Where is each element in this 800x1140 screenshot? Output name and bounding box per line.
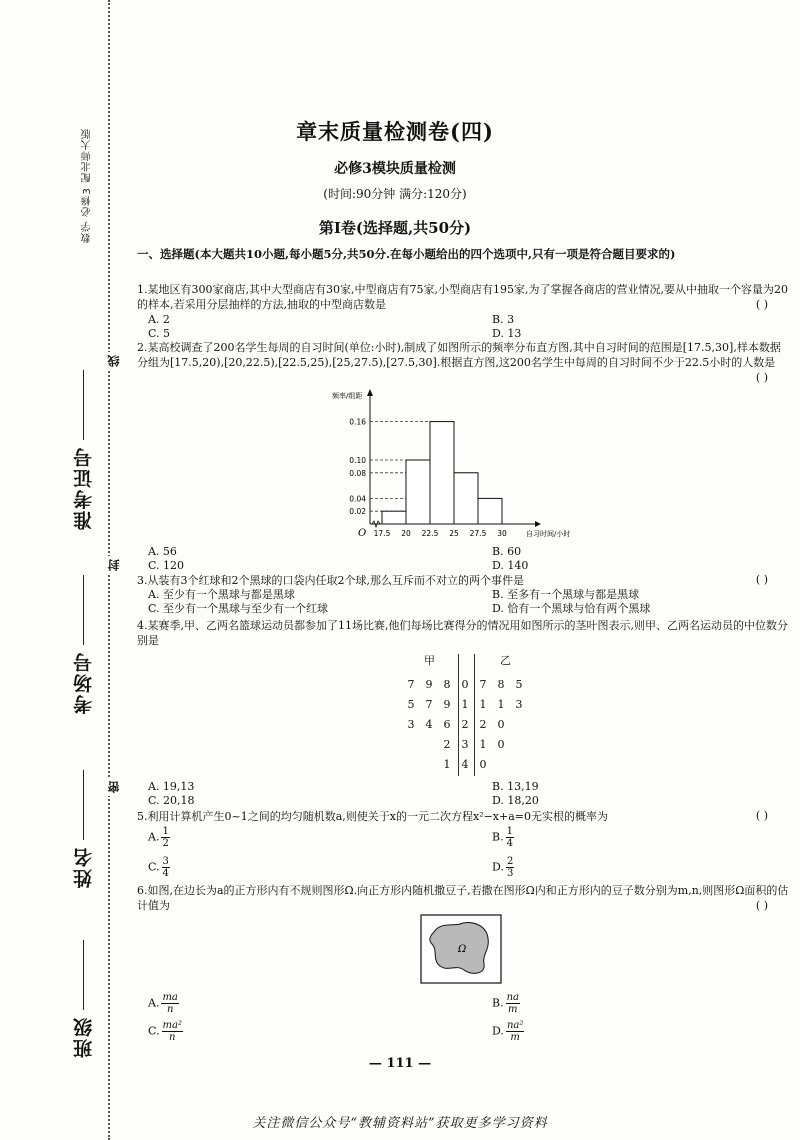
question-1-text: 1.某地区有300家商店,其中大型商店有30家,中型商店有75家,小型商店有195家,为了掌握各商店的营业情况,要从中抽取一个容量为20的样本,若采用分层抽样的方法,抽取的中型商店数是 [137,283,788,311]
question-6-text: 6.如图,在边长为a的正方形内有不规则图形Ω.向正方形内随机撒豆子,若撒在图形Ω内和正方形内的豆子数分别为m,n,则图形Ω面积的估计值为 [137,884,789,912]
stem-digit: 4 [461,757,469,771]
option-4c[interactable]: C. 20,18 [148,794,195,807]
option-6a[interactable]: A. $\frac{ma}{n}$ [148,992,178,1015]
leaf-digit-yi: 0 [479,757,487,771]
option-1b[interactable]: B. 3 [492,313,515,326]
option-5a[interactable]: A. $\frac{1}{2}$ [148,826,169,849]
stem-leaf-row [402,694,528,714]
footer-notice: 关注微信公众号“教辅资料站”获取更多学习资料 [252,1116,548,1131]
leaf-digit-yi [510,754,528,774]
question-4-text: 4.某赛季,甲、乙两名篮球运动员都参加了11场比赛,他们每场比赛得分的情况用如图所示的茎叶图表示,则甲、乙两名运动员的中位数分别是 [137,619,788,647]
leaf-digit-jia: 8 [443,677,451,691]
option-1c[interactable]: C. 5 [148,327,171,340]
answer-paren-6[interactable]: ( ) [755,899,768,912]
leaf-digit-jia: 9 [425,677,433,691]
y-tick-label: 0.08 [349,468,366,478]
option-4a[interactable]: A. 19,13 [148,780,195,793]
option-2b[interactable]: B. 60 [492,545,522,558]
leaf-digit-yi: 8 [497,677,505,691]
answer-paren-1[interactable]: ( ) [755,298,768,311]
leaf-digit-jia [420,734,438,754]
leaf-digit-jia: 2 [443,737,451,751]
answer-paren-2[interactable]: ( ) [755,371,768,384]
stem-leaf-row [402,714,528,734]
histogram-bar [478,498,502,524]
leaf-digit-yi [510,734,528,754]
leaf-digit-yi: 0 [497,717,505,731]
leaf-digit-jia: 6 [443,717,451,731]
leaf-digit-yi: 5 [515,677,523,691]
stem-leaf-table [402,674,528,774]
stem-leaf-left-label: 甲 [424,654,435,667]
y-tick-label: 0.04 [349,494,366,504]
x-tick-label: 30 [497,529,507,538]
x-tick-label: 25 [449,529,459,538]
module-subtitle: 必修3模块质量检测 [334,161,456,177]
section-instruction: 一、选择题(本大题共10小题,每小题5分,共50分.在每小题给出的四个选项中,只有一项是符合题目要求的) [137,247,676,261]
leaf-digit-yi: 2 [479,717,487,731]
stem-leaf-row [402,734,528,754]
x-tick-label: 22.5 [421,529,439,538]
leaf-digit-jia: 4 [425,717,433,731]
leaf-digit-yi [510,714,528,734]
x-axis-label: 自习时间/小时 [526,530,571,538]
option-3b[interactable]: B. 至多有一个黑球与都是黑球 [492,588,640,601]
origin-label: O [358,528,367,539]
question-1 [137,282,789,312]
fraction: $\frac{3}{4}$ [162,856,169,879]
leaf-digit-jia: 3 [407,717,415,731]
answer-paren-3[interactable]: ( ) [755,573,768,586]
leaf-digit-yi: 1 [479,737,487,751]
leaf-digit-yi: 1 [497,697,505,711]
question-6 [137,883,789,913]
subject-label: 数学 必修3 配北师大版 [82,128,93,243]
page-title: 章末质量检测卷(四) [296,119,494,144]
histogram-bar [430,422,454,524]
stem-digit: 1 [461,697,469,711]
leaf-digit-yi [492,754,510,774]
y-tick-label: 0.16 [349,417,366,427]
option-6d[interactable]: D. $\frac{\text{na²}}{m}$ [492,1020,524,1043]
x-axis-arrow [535,521,541,527]
fraction: $\frac{ma}{n}$ [162,992,178,1015]
y-tick-label: 0.10 [349,456,366,465]
name-blank[interactable] [84,770,85,840]
option-2c[interactable]: C. 120 [148,559,185,572]
page-number: — 111 — [368,1056,432,1071]
leaf-digit-yi: 1 [479,697,487,711]
fraction: $\frac{1}{4}$ [506,826,513,849]
option-1a[interactable]: A. 2 [148,313,170,326]
option-5c[interactable]: C. $\frac{3}{4}$ [148,856,169,879]
fraction: $\frac{\text{ma²}}{n}$ [162,1020,182,1043]
frequency-histogram [330,386,630,546]
omega-label: Ω [458,944,467,955]
y-axis-label: 频率/组距 [332,392,363,400]
option-5b[interactable]: B. $\frac{1}{4}$ [492,826,513,849]
leaf-digit-yi: 0 [497,737,505,751]
stem-digit: 3 [461,737,469,751]
option-5d[interactable]: D. $\frac{2}{3}$ [492,856,514,879]
stem-digit: 0 [461,677,469,691]
question-2-text: 2.某高校调查了200名学生每周的自习时间(单位:小时),制成了如图所示的频率分布直方图,其中自习时间的范围是[17.5,30],样本数据分组为[17.5,20),[20,22.5),[22.5,25),[25,27.5),[27.5,30].根据直方图,这200名学生中每周的自习时间不少于22.5小时的人数是 [137,341,781,369]
field-admission-number: 准考证号 [70,370,97,530]
leaf-digit-jia [402,734,420,754]
x-tick-label: 27.5 [469,529,487,538]
fraction: $\frac{na}{m}$ [506,992,519,1015]
exam-room-blank[interactable] [84,575,85,645]
question-4 [137,618,789,648]
leaf-digit-yi: 7 [479,677,487,691]
question-5-text: 5.利用计算机产生0~1之间的均匀随机数a,则使关于x的一元二次方程x²−x+a=0无实根的概率为 [137,810,608,823]
answer-paren-5[interactable]: ( ) [755,809,768,822]
option-2a[interactable]: A. 56 [148,545,177,558]
question-3-text: 3.从装有3个红球和2个黑球的口袋内任取2个球,那么互斥而不对立的两个事件是 [137,574,524,587]
square-omega-figure [420,914,502,984]
field-name: 姓名 [70,770,97,888]
x-tick-label: 20 [401,529,411,538]
leaf-digit-jia [402,754,420,774]
y-axis-arrow [367,389,373,396]
option-6c[interactable]: C. $\frac{\text{ma²}}{n}$ [148,1020,182,1043]
option-3d[interactable]: D. 恰有一个黑球与恰有两个黑球 [492,602,651,615]
leaf-digit-jia: 1 [443,757,451,771]
leaf-digit-jia: 5 [407,697,415,711]
option-6b[interactable]: B. $\frac{na}{m}$ [492,992,519,1015]
cut-mark-line: 线 [105,352,115,370]
field-class: 班级 [70,940,97,1058]
field-exam-room: 考场号 [70,575,97,714]
class-blank[interactable] [84,940,85,1010]
cut-mark-secret: 密 [105,778,115,796]
stem-leaf-row [402,754,528,774]
option-4d[interactable]: D. 18,20 [492,794,539,807]
part-title: 第Ⅰ卷(选择题,共50分) [318,219,472,237]
y-tick-label: 0.02 [349,507,366,517]
option-2d[interactable]: D. 140 [492,559,529,572]
leaf-digit-yi: 3 [515,697,523,711]
binding-margin [0,0,121,1140]
leaf-digit-jia [420,754,438,774]
option-4b[interactable]: B. 13,19 [492,780,539,793]
x-tick-label: 17.5 [373,529,391,538]
stem-leaf-plot [400,652,550,780]
histogram-bar [382,511,406,524]
question-3 [137,573,789,588]
question-5 [137,809,789,824]
option-3c[interactable]: C. 至少有一个黑球与至少有一个红球 [148,602,329,615]
leaf-digit-jia: 7 [407,677,415,691]
time-info: (时间:90分钟 满分:120分) [323,187,467,201]
fraction: $\frac{1}{2}$ [162,826,169,849]
admission-number-blank[interactable] [84,370,85,440]
stem-leaf-right-label: 乙 [500,654,511,667]
fraction: $\frac{2}{3}$ [506,856,514,879]
leaf-digit-jia: 7 [425,697,433,711]
stem-leaf-row [402,674,528,694]
option-1d[interactable]: D. 13 [492,327,522,340]
option-3a[interactable]: A. 至少有一个黑球与都是黑球 [148,588,295,601]
fraction: $\frac{\text{na²}}{m}$ [506,1020,524,1043]
histogram-bar [454,473,478,524]
histogram-bar [406,460,430,524]
question-2 [137,340,789,370]
stem-digit: 2 [461,717,469,731]
leaf-digit-jia: 9 [443,697,451,711]
cut-mark-seal: 封 [105,556,115,574]
